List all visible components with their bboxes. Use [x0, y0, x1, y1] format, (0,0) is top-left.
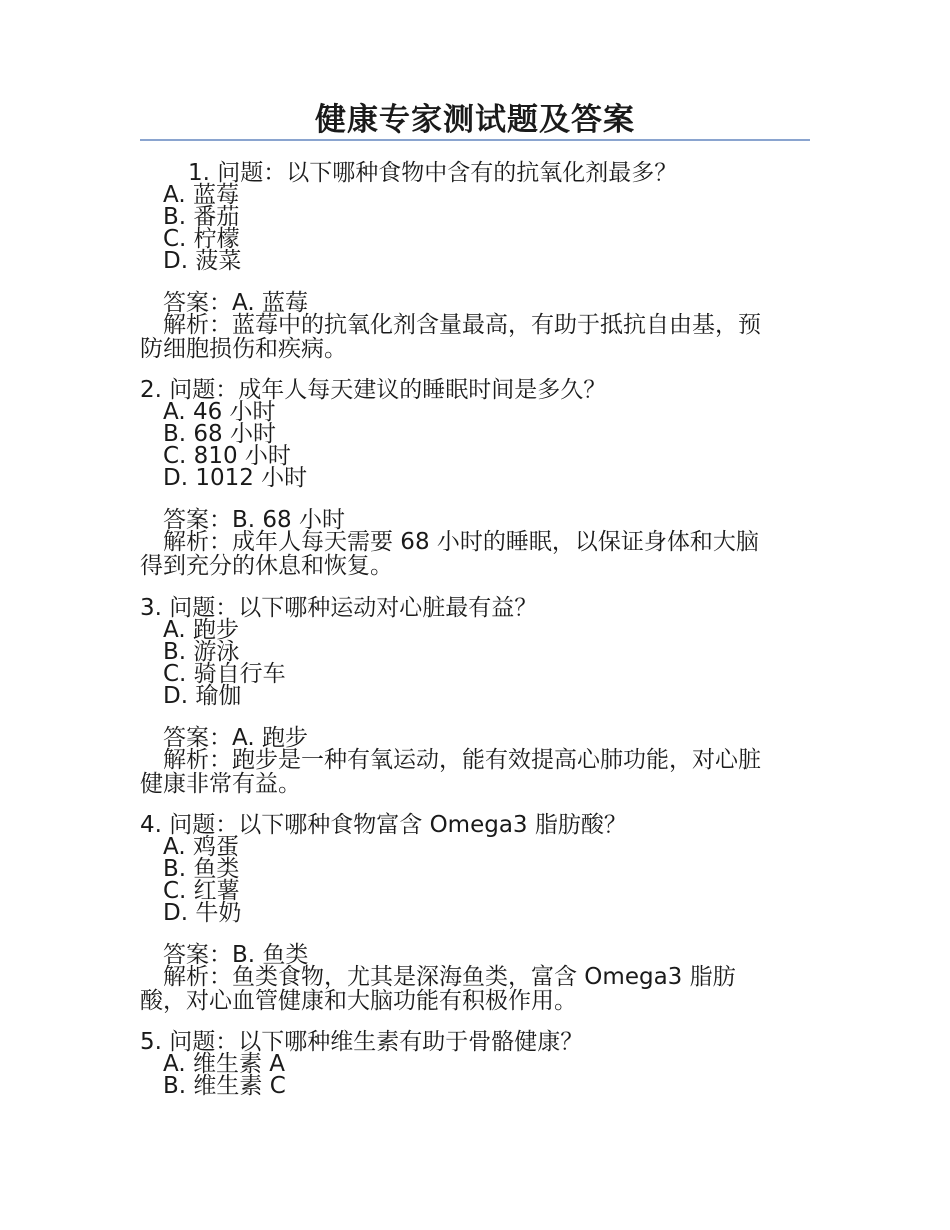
q4-option-d: D. 牛奶 — [163, 900, 242, 926]
q4-option-b: B. 鱼类 — [163, 856, 240, 882]
q2-option-a: A. 46 小时 — [163, 399, 276, 425]
q2-option-c: C. 810 小时 — [163, 443, 291, 469]
title-underline — [140, 139, 810, 141]
q5-option-a: A. 维生素 A — [163, 1051, 285, 1077]
q1-option-c: C. 柠檬 — [163, 226, 240, 252]
question-5: 5. 问题：以下哪种维生素有助于骨骼健康？ — [140, 1029, 584, 1055]
q1-explanation-line1: 解析：蓝莓中的抗氧化剂含量最高，有助于抵抗自由基，预 — [163, 312, 761, 338]
q2-answer: 答案：B. 68 小时 — [163, 507, 345, 533]
q2-option-d: D. 1012 小时 — [163, 465, 308, 491]
q1-answer: 答案：A. 蓝莓 — [163, 290, 308, 316]
q4-option-a: A. 鸡蛋 — [163, 834, 239, 860]
q2-option-b: B. 68 小时 — [163, 421, 276, 447]
q3-explanation-line1: 解析：跑步是一种有氧运动，能有效提高心肺功能，对心脏 — [163, 747, 761, 773]
q1-explanation-line2: 防细胞损伤和疾病。 — [140, 336, 347, 362]
q1-option-d: D. 菠菜 — [163, 248, 242, 274]
q4-explanation-line2: 酸，对心血管健康和大脑功能有积极作用。 — [140, 988, 577, 1014]
q2-explanation-line2: 得到充分的休息和恢复。 — [140, 553, 393, 579]
q3-option-b: B. 游泳 — [163, 639, 240, 665]
q2-explanation-line1: 解析：成年人每天需要 68 小时的睡眠，以保证身体和大脑 — [163, 529, 759, 555]
q3-option-a: A. 跑步 — [163, 617, 239, 643]
q4-explanation-line1: 解析：鱼类食物，尤其是深海鱼类，富含 Omega3 脂肪 — [163, 964, 736, 990]
q3-option-c: C. 骑自行车 — [163, 661, 286, 687]
question-4: 4. 问题：以下哪种食物富含 Omega3 脂肪酸？ — [140, 812, 627, 838]
q1-option-a: A. 蓝莓 — [163, 182, 239, 208]
q3-explanation-line2: 健康非常有益。 — [140, 771, 301, 797]
q4-answer: 答案：B. 鱼类 — [163, 942, 309, 968]
q3-answer: 答案：A. 跑步 — [163, 725, 308, 751]
q5-option-b: B. 维生素 C — [163, 1073, 286, 1099]
q3-option-d: D. 瑜伽 — [163, 683, 242, 709]
q1-option-b: B. 番茄 — [163, 204, 240, 230]
document-title: 健康专家测试题及答案 — [315, 102, 635, 138]
question-1: 1. 问题：以下哪种食物中含有的抗氧化剂最多？ — [188, 160, 678, 186]
question-3: 3. 问题：以下哪种运动对心脏最有益？ — [140, 595, 538, 621]
question-2: 2. 问题：成年人每天建议的睡眠时间是多久？ — [140, 377, 607, 403]
q4-option-c: C. 红薯 — [163, 878, 240, 904]
